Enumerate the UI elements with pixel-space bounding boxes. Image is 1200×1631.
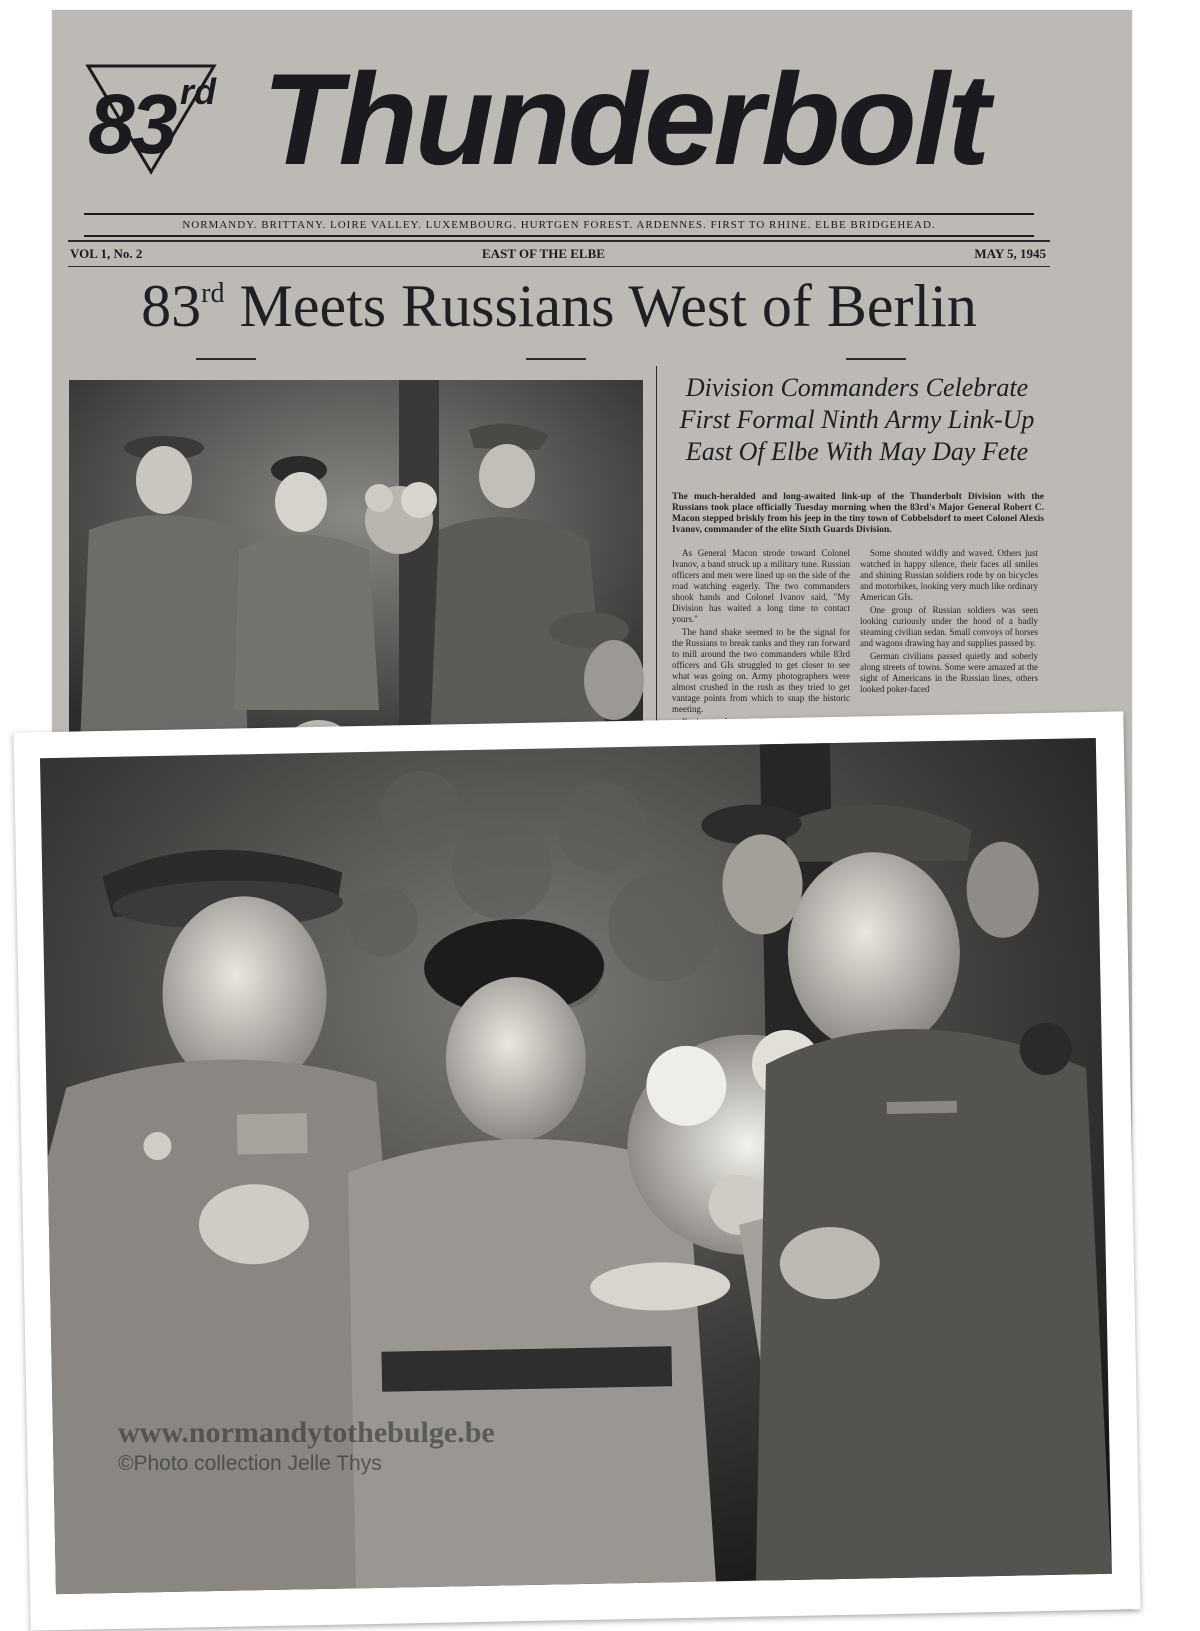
headline-number: 83: [141, 273, 202, 339]
subhead-line: First Formal Ninth Army Link-Up: [679, 405, 1035, 434]
photo-print: [13, 711, 1140, 1630]
newspaper-photo: [69, 380, 643, 768]
paragraph: The hand shake seemed to be the signal for the Russians to break ranks and they ran forward to mill around the two commanders while 83rd officers and GIs struggled to get closer to see what was going on. Army photographers were almost crushed in the rush as they tried to get vantage points from which to snap the historic meeting.: [672, 627, 850, 714]
headline-dash: [846, 358, 906, 360]
column-rule: [656, 366, 657, 766]
paragraph: German civilians passed quietly and soberly along streets of towns. Some were amazed at the sight of Americans in the Russian lines, others looked poker-faced: [860, 651, 1038, 694]
headline-suffix: rd: [201, 278, 225, 309]
dateline-rule: [68, 266, 1050, 267]
article-column-1: [672, 548, 850, 718]
masthead-title: Thunderbolt: [262, 46, 988, 192]
masthead-number-suffix: rd: [180, 71, 216, 112]
subhead-line: Division Commanders Celebrate: [685, 373, 1029, 402]
headline-text: Meets Russians West of Berlin: [224, 273, 977, 339]
headline-dash: [526, 358, 586, 360]
dateline: [70, 246, 1046, 266]
article-column-2: [860, 548, 1038, 718]
battle-honours-ribbon: [84, 213, 1034, 237]
photo-credit: ©Photo collection Jelle Thys: [118, 1452, 382, 1475]
paragraph: Some shouted wildly and waved. Others just watched in happy silence, their faces all smiles and shining Russian soldiers rode by on bicycles and motorbikes, looking very much like ordinary American GIs.: [860, 548, 1038, 602]
battle-honours-text: NORMANDY. BRITTANY. LOIRE VALLEY. LUXEMBOURG. HURTGEN FOREST. ARDENNES. FIRST TO RHINE. ELBE BRIDGEHEAD.: [182, 219, 936, 231]
paragraph: One group of Russian soldiers was seen looking curiously under the hood of a badly steaming civilian sedan. Small convoys of horses and wagons drawing hay and supplies passed by.: [860, 605, 1038, 648]
top-rule: [68, 240, 1050, 242]
masthead-number: 83: [88, 77, 174, 171]
website-watermark: www.normandytothebulge.be: [118, 1416, 495, 1449]
main-headline: [68, 273, 1050, 339]
volume-number: VOL 1, No. 2: [70, 246, 143, 261]
subhead-line: East Of Elbe With May Day Fete: [685, 437, 1029, 466]
issue-date: MAY 5, 1945: [974, 246, 1046, 261]
paragraph: As General Macon strode toward Colonel Ivanov, a band struck up a military tune. Russian officers and men were lined up on the side of the road watching eagerly. The two commanders shook hands and Colonel Ivanov said, "My Division has waited a long time to contact yours.": [672, 548, 850, 624]
article-subheadline: [668, 372, 1046, 468]
article-lede: The much-heralded and long-awaited link-up of the Thunderbolt Division with the Russians took place officially Tuesday morning when the 83rd's Major General Robert C. Macon stepped briskly from his jeep in the tiny town of Cobbelsdorf to meet Colonel Alexis Ivanov, commander of the elite Sixth Guards Division.: [672, 492, 1044, 535]
headline-dash: [196, 358, 256, 360]
dateline-location: EAST OF THE ELBE: [482, 246, 605, 261]
